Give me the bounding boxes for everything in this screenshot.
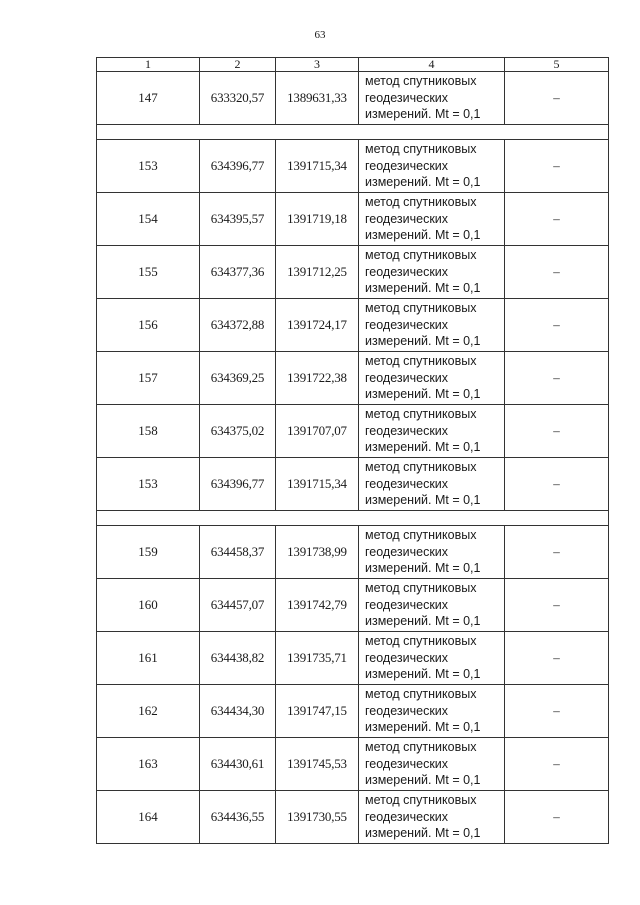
header-row [97, 58, 609, 72]
note-cell: – [505, 685, 609, 738]
x-coordinate-cell: 634396,77 [200, 140, 276, 193]
method-line: геодезических [365, 703, 449, 718]
table-row [97, 140, 609, 193]
method-line: геодезических [365, 544, 449, 559]
x-coordinate-cell: 634434,30 [200, 685, 276, 738]
method-line: геодезических [365, 423, 449, 438]
method-line: геодезических [365, 90, 449, 105]
point-number-cell: 164 [97, 791, 200, 844]
method-line: метод спутниковых [365, 407, 477, 422]
y-coordinate-cell: 1391747,15 [276, 685, 359, 738]
note-cell: – [505, 140, 609, 193]
note-cell: – [505, 72, 609, 125]
header-cell-col-4: 4 [359, 58, 505, 72]
note-cell: – [505, 246, 609, 299]
x-coordinate-cell: 634369,25 [200, 352, 276, 405]
method-line: метод спутниковых [365, 301, 477, 316]
method-cell [359, 791, 505, 844]
x-coordinate-cell: 634377,36 [200, 246, 276, 299]
y-coordinate-cell: 1391724,17 [276, 299, 359, 352]
y-coordinate-cell: 1391738,99 [276, 526, 359, 579]
y-coordinate-cell: 1391735,71 [276, 632, 359, 685]
note-cell: – [505, 352, 609, 405]
method-cell [359, 140, 505, 193]
method-cell [359, 526, 505, 579]
gap-cell [97, 125, 609, 140]
method-line: измерений. Mt = 0,1 [365, 281, 481, 296]
method-line: метод спутниковых [365, 354, 477, 369]
point-number-cell: 147 [97, 72, 200, 125]
method-line: измерений. Mt = 0,1 [365, 614, 481, 629]
method-cell [359, 405, 505, 458]
gap-cell [97, 511, 609, 526]
method-cell [359, 579, 505, 632]
point-number-cell: 158 [97, 405, 200, 458]
point-number-cell: 155 [97, 246, 200, 299]
header-cell-col-3: 3 [276, 58, 359, 72]
note-cell: – [505, 405, 609, 458]
x-coordinate-cell: 634458,37 [200, 526, 276, 579]
note-cell: – [505, 299, 609, 352]
y-coordinate-cell: 1391722,38 [276, 352, 359, 405]
method-line: измерений. Mt = 0,1 [365, 720, 481, 735]
method-line: геодезических [365, 476, 449, 491]
point-number-cell: 153 [97, 140, 200, 193]
x-coordinate-cell: 634375,02 [200, 405, 276, 458]
note-cell: – [505, 791, 609, 844]
point-number-cell: 160 [97, 579, 200, 632]
point-number-cell: 157 [97, 352, 200, 405]
method-line: измерений. Mt = 0,1 [365, 773, 481, 788]
method-line: измерений. Mt = 0,1 [365, 667, 481, 682]
method-line: метод спутниковых [365, 142, 477, 157]
x-coordinate-cell: 634430,61 [200, 738, 276, 791]
table-row [97, 246, 609, 299]
method-line: измерений. Mt = 0,1 [365, 175, 481, 190]
method-cell [359, 738, 505, 791]
method-line: измерений. Mt = 0,1 [365, 826, 481, 841]
point-number-cell: 159 [97, 526, 200, 579]
method-cell [359, 685, 505, 738]
point-number-cell: 162 [97, 685, 200, 738]
method-line: геодезических [365, 370, 449, 385]
method-line: геодезических [365, 317, 449, 332]
method-line: геодезических [365, 158, 449, 173]
table-body [97, 58, 609, 844]
method-line: измерений. Mt = 0,1 [365, 334, 481, 349]
header-cell-col-5: 5 [505, 58, 609, 72]
method-line: метод спутниковых [365, 634, 477, 649]
method-line: геодезических [365, 756, 449, 771]
x-coordinate-cell: 634436,55 [200, 791, 276, 844]
method-line: измерений. Mt = 0,1 [365, 493, 481, 508]
header-cell-col-1: 1 [97, 58, 200, 72]
x-coordinate-cell: 634457,07 [200, 579, 276, 632]
x-coordinate-cell: 634438,82 [200, 632, 276, 685]
method-line: метод спутниковых [365, 528, 477, 543]
method-line: метод спутниковых [365, 687, 477, 702]
method-line: геодезических [365, 597, 449, 612]
method-line: геодезических [365, 264, 449, 279]
x-coordinate-cell: 634396,77 [200, 458, 276, 511]
note-cell: – [505, 458, 609, 511]
table-gap-row [97, 511, 609, 526]
y-coordinate-cell: 1391715,34 [276, 458, 359, 511]
point-number-cell: 161 [97, 632, 200, 685]
method-line: геодезических [365, 650, 449, 665]
table-row [97, 579, 609, 632]
y-coordinate-cell: 1391742,79 [276, 579, 359, 632]
method-line: измерений. Mt = 0,1 [365, 561, 481, 576]
point-number-cell: 163 [97, 738, 200, 791]
table-row [97, 299, 609, 352]
y-coordinate-cell: 1391730,55 [276, 791, 359, 844]
header-cell-col-2: 2 [200, 58, 276, 72]
table-row [97, 193, 609, 246]
table-row [97, 458, 609, 511]
method-cell [359, 193, 505, 246]
method-cell [359, 299, 505, 352]
table-row [97, 352, 609, 405]
page-number: 63 [314, 29, 326, 41]
method-cell [359, 352, 505, 405]
method-cell [359, 246, 505, 299]
table-gap-row [97, 125, 609, 140]
method-cell [359, 72, 505, 125]
method-line: геодезических [365, 809, 449, 824]
method-line: метод спутниковых [365, 793, 477, 808]
method-line: метод спутниковых [365, 460, 477, 475]
table-row [97, 685, 609, 738]
y-coordinate-cell: 1391707,07 [276, 405, 359, 458]
method-line: метод спутниковых [365, 248, 477, 263]
y-coordinate-cell: 1389631,33 [276, 72, 359, 125]
point-number-cell: 154 [97, 193, 200, 246]
method-cell [359, 458, 505, 511]
method-cell [359, 632, 505, 685]
method-line: измерений. Mt = 0,1 [365, 107, 481, 122]
note-cell: – [505, 193, 609, 246]
y-coordinate-cell: 1391712,25 [276, 246, 359, 299]
method-line: измерений. Mt = 0,1 [365, 440, 481, 455]
note-cell: – [505, 632, 609, 685]
method-line: геодезических [365, 211, 449, 226]
table-row [97, 738, 609, 791]
x-coordinate-cell: 634372,88 [200, 299, 276, 352]
y-coordinate-cell: 1391715,34 [276, 140, 359, 193]
method-line: метод спутниковых [365, 581, 477, 596]
x-coordinate-cell: 634395,57 [200, 193, 276, 246]
method-line: измерений. Mt = 0,1 [365, 228, 481, 243]
method-line: метод спутниковых [365, 195, 477, 210]
method-line: метод спутниковых [365, 74, 477, 89]
y-coordinate-cell: 1391719,18 [276, 193, 359, 246]
table-row [97, 791, 609, 844]
method-line: метод спутниковых [365, 740, 477, 755]
table-row [97, 526, 609, 579]
note-cell: – [505, 579, 609, 632]
point-number-cell: 156 [97, 299, 200, 352]
note-cell: – [505, 526, 609, 579]
table-row [97, 632, 609, 685]
x-coordinate-cell: 633320,57 [200, 72, 276, 125]
y-coordinate-cell: 1391745,53 [276, 738, 359, 791]
table-row [97, 405, 609, 458]
table-row [97, 72, 609, 125]
note-cell: – [505, 738, 609, 791]
coordinates-table [96, 57, 609, 844]
method-line: измерений. Mt = 0,1 [365, 387, 481, 402]
point-number-cell: 153 [97, 458, 200, 511]
